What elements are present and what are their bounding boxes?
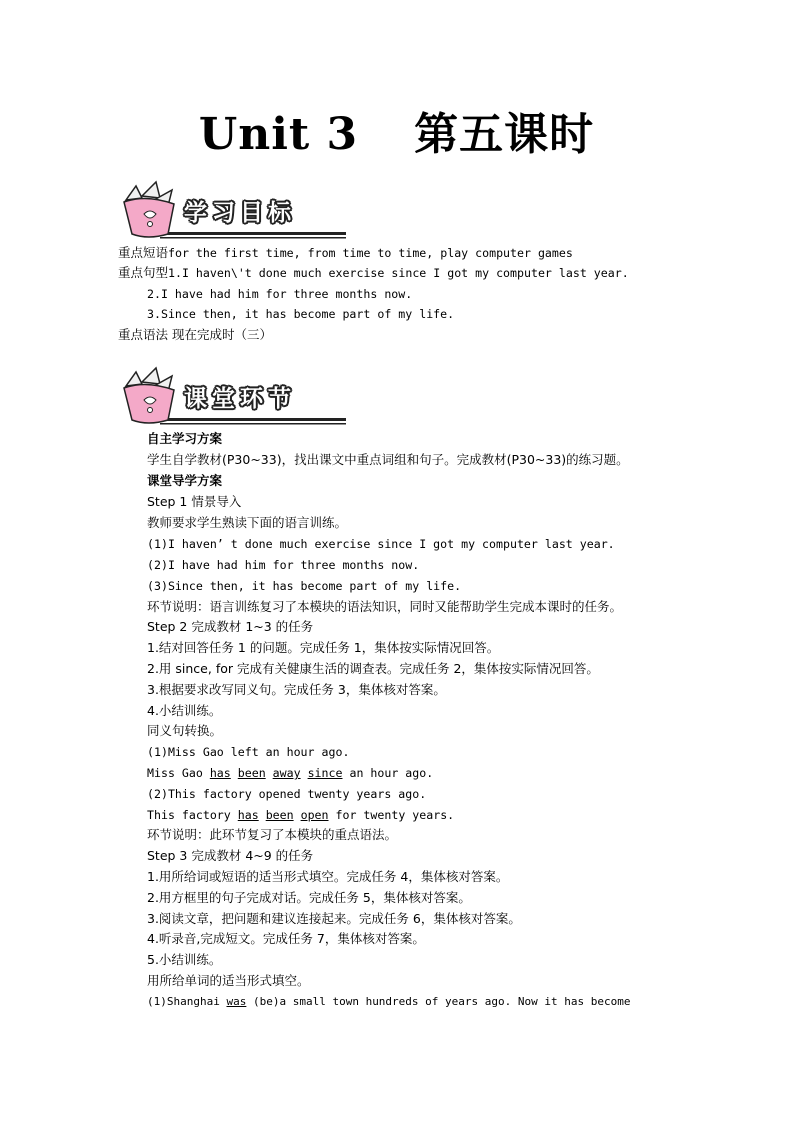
objective-phrases: 重点短语for the first time, from time to time, play computer games xyxy=(118,245,573,260)
text-line: 环节说明：语言训练复习了本模块的语法知识，同时又能帮助学生完成本课时的任务。 xyxy=(147,599,623,614)
title-unit: Unit 3 xyxy=(198,109,359,160)
text-line: (2)This factory opened twenty years ago. xyxy=(147,787,427,801)
text-line: (1)I haven’ t done much exercise since I got my computer last year. xyxy=(147,537,615,551)
title-lesson: 第五课时 xyxy=(414,109,595,160)
text-line: 学生自学教材(P30~33)，找出课文中重点词组和句子。完成教材(P30~33)的练习题。 xyxy=(147,452,629,467)
text-line: 3.根据要求改写同义句。完成任务 3，集体核对答案。 xyxy=(147,682,446,697)
objective-sentences: 重点句型1.I haven\'t done much exercise since I got my computer last year. xyxy=(118,265,629,280)
step-3-heading: Step 3 完成教材 4~9 的任务 xyxy=(147,848,314,863)
answer-line: This factory has been open for twenty years. xyxy=(147,808,455,822)
step-1-heading: Step 1 情景导入 xyxy=(147,494,242,509)
text-line: 4.小结训练。 xyxy=(147,703,222,718)
text-line: (1)Miss Gao left an hour ago. xyxy=(147,745,350,759)
text-line: 5.小结训练。 xyxy=(147,952,222,967)
section-banner-objectives xyxy=(116,180,346,242)
text-line: 2.用 since, for 完成有关健康生活的调查表。完成任务 2，集体按实际情况回答。 xyxy=(147,661,599,676)
text-line: 1.用所给词或短语的适当形式填空。完成任务 4，集体核对答案。 xyxy=(147,869,509,884)
text-line: (2)I have had him for three months now. xyxy=(147,558,420,572)
section-heading-guide: 课堂导学方案 xyxy=(147,473,223,488)
text-line: (3)Since then, it has become part of my life. xyxy=(147,579,462,593)
objective-sentence-3: 3.Since then, it has become part of my life. xyxy=(147,307,455,321)
answer-line: (1)Shanghai was (be)a small town hundreds of years ago. Now it has become xyxy=(147,995,631,1008)
text-line: 2.用方框里的句子完成对话。完成任务 5，集体核对答案。 xyxy=(147,890,471,905)
section-banner-classroom xyxy=(116,366,346,428)
text-line: 教师要求学生熟读下面的语言训练。 xyxy=(147,515,348,530)
text-line: 用所给单词的适当形式填空。 xyxy=(147,973,310,988)
banner-label: 学习目标 xyxy=(184,200,296,226)
page-title xyxy=(0,98,793,162)
banner-label: 课堂环节 xyxy=(184,386,296,412)
objective-grammar: 重点语法 现在完成时（三） xyxy=(118,327,273,342)
text-line: 4.听录音,完成短文。完成任务 7，集体核对答案。 xyxy=(147,931,425,946)
objective-sentence-2: 2.I have had him for three months now. xyxy=(147,287,413,301)
text-line: 环节说明：此环节复习了本模块的重点语法。 xyxy=(147,827,398,842)
answer-line: Miss Gao has been away since an hour ago. xyxy=(147,766,434,780)
step-2-heading: Step 2 完成教材 1~3 的任务 xyxy=(147,619,314,634)
text-line: 3.阅读文章，把问题和建议连接起来。完成任务 6，集体核对答案。 xyxy=(147,911,521,926)
text-line: 1.结对回答任务 1 的问题。完成任务 1，集体按实际情况回答。 xyxy=(147,640,500,655)
section-heading-self-study: 自主学习方案 xyxy=(147,431,223,446)
text-line: 同义句转换。 xyxy=(147,723,223,738)
